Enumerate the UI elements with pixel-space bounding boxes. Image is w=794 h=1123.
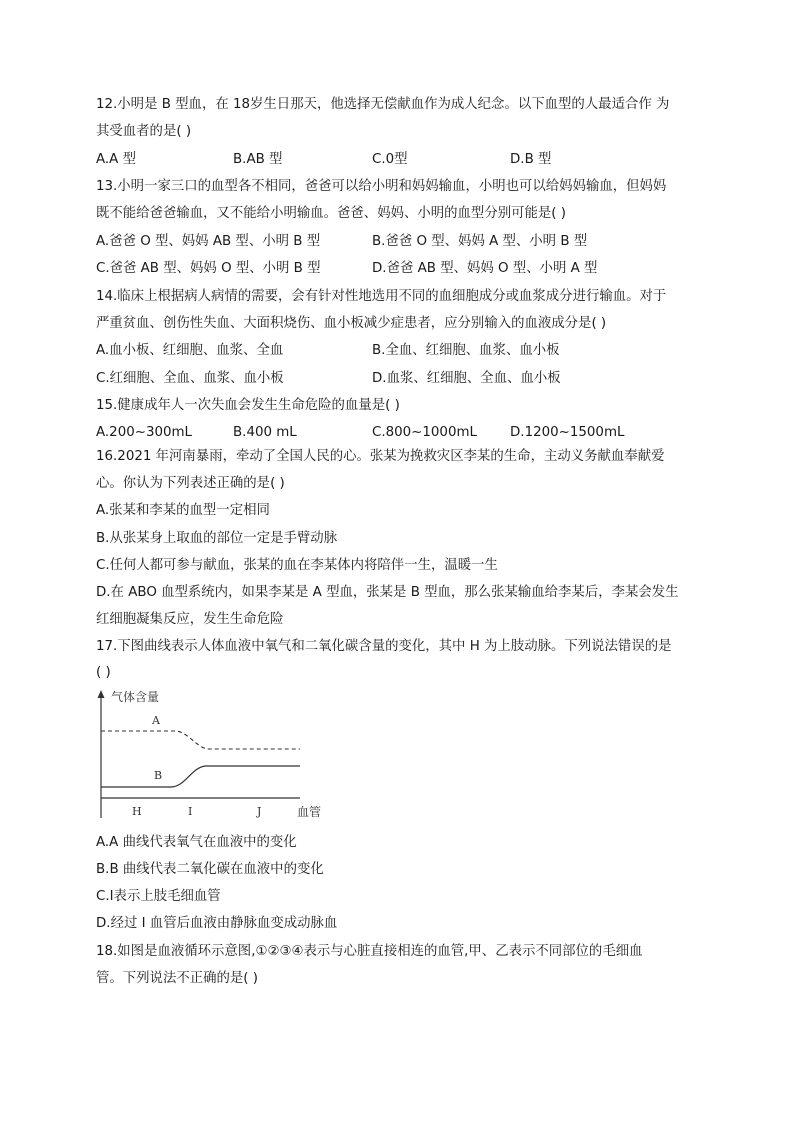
q16-option-a: A.张某和李某的血型一定相同 — [96, 503, 270, 518]
q15-option-a: A.200~300mL — [96, 425, 193, 440]
q13-option-c: C.爸爸 AB 型、妈妈 O 型、小明 B 型 — [96, 261, 321, 276]
q16-option-b: B.从张某身上取血的部位一定是手臂动脉 — [96, 531, 338, 546]
gas-content-figure — [95, 688, 345, 828]
q12-option-d: D.B 型 — [510, 152, 552, 167]
q16-option-d-line2: 红细胞凝集反应，发生生命危险 — [96, 612, 284, 627]
q12-option-b: B.AB 型 — [233, 152, 283, 167]
q12-stem-line1: 12.小明是 B 型血，在 18岁生日那天，他选择无偿献血作为成人纪念。以下血型的人最适合作 为 — [96, 97, 670, 112]
q16-option-c: C.任何人都可参与献血，张某的血在李某体内将陪伴一生，温暖一生 — [96, 558, 498, 573]
q14-stem-line2: 严重贫血、创伤性失血、大面积烧伤、血小板减少症患者，应分别输入的血液成分是( ) — [96, 316, 607, 331]
q14-option-d: D.血浆、红细胞、全血、血小板 — [372, 371, 561, 386]
q12-option-a: A.A 型 — [96, 152, 136, 167]
tick-i: I — [188, 805, 193, 818]
q18-stem-line2: 管。下列说法不正确的是( ) — [96, 971, 259, 986]
q18-stem-line1: 18.如图是血液循环示意图,①②③④表示与心脏直接相连的血管,甲、乙表示不同部位的毛细血 — [96, 944, 643, 959]
q16-option-d-line1: D.在 ABO 血型系统内，如果李某是 A 型血，张某是 B 型血，那么张某输血给李某后，李某会发生 — [96, 585, 679, 600]
q17-stem-line2: ( ) — [96, 665, 111, 680]
q13-option-a: A.爸爸 O 型、妈妈 AB 型、小明 B 型 — [96, 234, 321, 249]
q14-option-c: C.红细胞、全血、血浆、血小板 — [96, 371, 284, 386]
q13-option-d: D.爸爸 AB 型、妈妈 O 型、小明 A 型 — [372, 261, 598, 276]
q16-stem-line2: 心。你认为下列表述正确的是( ) — [96, 476, 285, 491]
q12-option-c: C.0型 — [372, 152, 408, 167]
y-axis-arrow-icon — [98, 690, 105, 698]
curve-a-label: A — [152, 714, 160, 727]
q17-option-d: D.经过 I 血管后血液由静脉血变成动脉血 — [96, 916, 338, 931]
q13-option-b: B.爸爸 O 型、妈妈 A 型、小明 B 型 — [372, 234, 588, 249]
q13-stem-line2: 既不能给爸爸输血，又不能给小明输血。爸爸、妈妈、小明的血型分别可能是( ) — [96, 206, 566, 221]
q15-option-c: C.800~1000mL — [372, 425, 477, 440]
curve-b-label: B — [154, 769, 163, 782]
q15-stem-line1: 15.健康成年人一次失血会发生生命危险的血量是( ) — [96, 398, 400, 413]
q17-option-a: A.A 曲线代表氧气在血液中的变化 — [96, 835, 297, 850]
tick-h: H — [132, 805, 142, 818]
q15-option-d: D.1200~1500mL — [510, 425, 625, 440]
q12-stem-line2: 其受血者的是( ) — [96, 124, 192, 139]
tick-j: J — [257, 805, 262, 818]
curve-a — [101, 731, 300, 749]
q14-stem-line1: 14.临床上根据病人病情的需要，会有针对性地选用不同的血细胞成分或血浆成分进行输血。对于 — [96, 289, 667, 304]
q14-option-a: A.血小板、红细胞、血浆、全血 — [96, 343, 284, 358]
q17-option-c: C.I表示上肢毛细血管 — [96, 889, 221, 904]
q15-option-b: B.400 mL — [233, 425, 297, 440]
q14-option-b: B.全血、红细胞、血浆、血小板 — [372, 343, 560, 358]
q17-stem-line1: 17.下图曲线表示人体血液中氧气和二氧化碳含量的变化，其中 H 为上肢动脉。下列说法错误的是 — [96, 639, 672, 654]
curve-b — [101, 766, 300, 787]
x-axis-label: 血管 — [297, 805, 322, 819]
q13-stem-line1: 13.小明一家三口的血型各不相同，爸爸可以给小明和妈妈输血，小明也可以给妈妈输血，但妈妈 — [96, 179, 667, 194]
y-axis-label: 气体含量 — [111, 690, 160, 704]
q16-stem-line1: 16.2021 年河南暴雨，牵动了全国人民的心。张某为挽救灾区李某的生命，主动义务献血奉献爱 — [96, 449, 665, 464]
q17-option-b: B.B 曲线代表二氧化碳在血液中的变化 — [96, 862, 324, 877]
